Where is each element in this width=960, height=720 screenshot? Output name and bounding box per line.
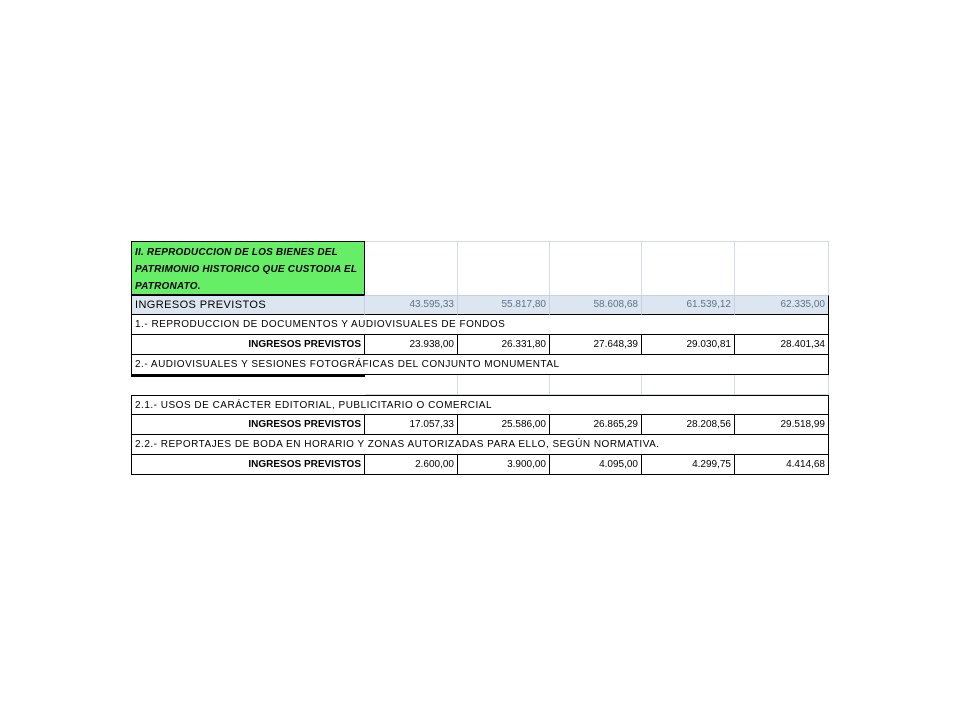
section-heading-row [131, 395, 829, 415]
spreadsheet-table [131, 241, 829, 475]
value-cell[interactable]: 27.648,39 [550, 335, 642, 355]
value-cell[interactable]: 29.030,81 [642, 335, 735, 355]
value-cell[interactable]: 29.518,99 [735, 415, 829, 435]
value-cell[interactable]: 28.401,34 [735, 335, 829, 355]
value-cell[interactable]: 4.299,75 [642, 455, 735, 475]
data-row [131, 415, 829, 435]
value-cell[interactable]: 17.057,33 [365, 415, 458, 435]
empty-cell[interactable] [735, 375, 829, 395]
summary-value[interactable]: 58.608,68 [550, 295, 642, 315]
section-heading-row [131, 355, 829, 375]
summary-label[interactable]: INGRESOS PREVISTOS [131, 295, 365, 315]
value-cell[interactable]: 4.095,00 [550, 455, 642, 475]
summary-value[interactable]: 55.817,80 [458, 295, 550, 315]
empty-cell[interactable] [365, 241, 458, 295]
value-cell[interactable]: 3.900,00 [458, 455, 550, 475]
section-heading[interactable]: 2.- AUDIOVISUALES Y SESIONES FOTOGRÁFICAS DEL CONJUNTO MONUMENTAL [131, 355, 829, 375]
value-cell[interactable]: 26.865,29 [550, 415, 642, 435]
section-title-cell[interactable]: II. REPRODUCCION DE LOS BIENES DEL PATRIMONIO HISTORICO QUE CUSTODIA EL PATRONATO. [131, 241, 365, 295]
section-heading-row [131, 435, 829, 455]
value-cell[interactable]: 23.938,00 [365, 335, 458, 355]
empty-cell[interactable] [550, 241, 642, 295]
summary-row [131, 295, 829, 315]
value-cell[interactable]: 4.414,68 [735, 455, 829, 475]
empty-cell[interactable] [458, 375, 550, 395]
section-heading-row [131, 315, 829, 335]
empty-cell[interactable] [458, 241, 550, 295]
value-cell[interactable]: 28.208,56 [642, 415, 735, 435]
value-cell[interactable]: 26.331,80 [458, 335, 550, 355]
value-cell[interactable]: 25.586,00 [458, 415, 550, 435]
section-heading[interactable]: 2.2.- REPORTAJES DE BODA EN HORARIO Y ZONAS AUTORIZADAS PARA ELLO, SEGÚN NORMATIVA. [131, 435, 829, 455]
row-label[interactable]: INGRESOS PREVISTOS [131, 455, 365, 475]
section-heading[interactable]: 2.1.- USOS DE CARÁCTER EDITORIAL, PUBLICITARIO O COMERCIAL [131, 395, 829, 415]
section-heading[interactable]: 1.- REPRODUCCION DE DOCUMENTOS Y AUDIOVISUALES DE FONDOS [131, 315, 829, 335]
empty-cell[interactable] [550, 375, 642, 395]
empty-cell[interactable] [131, 375, 365, 395]
empty-cell[interactable] [735, 241, 829, 295]
data-row [131, 335, 829, 355]
value-cell[interactable]: 2.600,00 [365, 455, 458, 475]
row-label[interactable]: INGRESOS PREVISTOS [131, 335, 365, 355]
summary-value[interactable]: 61.539,12 [642, 295, 735, 315]
summary-value[interactable]: 43.595,33 [365, 295, 458, 315]
row-label[interactable]: INGRESOS PREVISTOS [131, 415, 365, 435]
empty-cell[interactable] [642, 241, 735, 295]
title-row [131, 241, 829, 295]
empty-cell[interactable] [642, 375, 735, 395]
data-row [131, 455, 829, 475]
summary-value[interactable]: 62.335,00 [735, 295, 829, 315]
empty-cell[interactable] [365, 375, 458, 395]
empty-row [131, 375, 829, 395]
